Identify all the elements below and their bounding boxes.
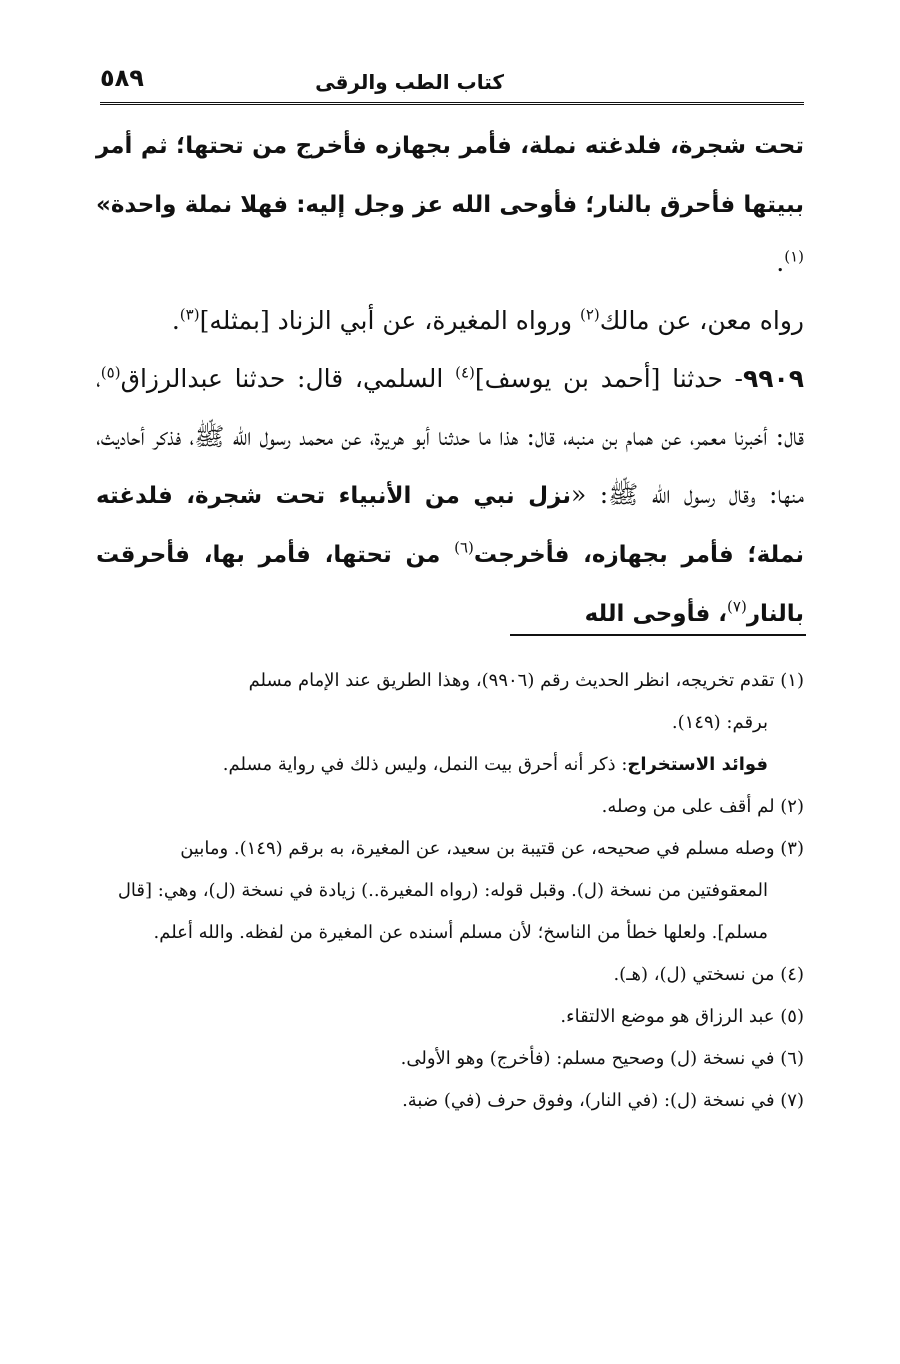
hadith-text: ببيتها فأحرق بالنار؛ فأوحى الله عز وجل إليه: فهلا نملة واحدة»: [96, 192, 804, 218]
footnote-1: (١) تقدم تخريجه، انظر الحديث رقم (٩٩٠٦)، وهذا الطريق عند الإمام مسلم: [248, 670, 804, 691]
chain-text: ، قال: أخبرنا معمر، عن همام بن منبه، قال: هذا ما حدثنا أبو هريرة، عن محمد رسول الله ﷺ، فذكر أحاديث، منها: وقال رسول الله ﷺ: «: [96, 364, 805, 509]
chapter-title: كتاب الطب والرقى: [315, 70, 504, 94]
footnotes: [90, 660, 804, 1122]
footnote-ref: (٦): [454, 538, 474, 557]
page-number: ٥٨٩: [100, 64, 144, 92]
hadith-text: ، فأوحى الله: [584, 601, 728, 627]
footnote-7: (٧) في نسخة (ل): (في النار)، وفوق حرف (في) ضبة.: [402, 1090, 804, 1111]
benefit-text: : ذكر أنه أحرق بيت النمل، وليس ذلك في رواية مسلم.: [222, 754, 628, 775]
footnote-2: (٢) لم أقف على من وصله.: [601, 796, 804, 817]
footnote-ref: (٢): [579, 305, 600, 324]
paragraph-3: [96, 350, 804, 643]
footnote-ref: (٥): [100, 363, 121, 382]
footnote-6: (٦) في نسخة (ل) وصحيح مسلم: (فأخرج) وهو الأولى.: [400, 1048, 804, 1069]
hadith-text: من تحتها، فأمر بها، فأحرقت بالنار: [96, 542, 804, 627]
narration-text: رواه معن، عن مالك: [599, 306, 804, 335]
footnote-3: (٣) وصله مسلم في صحيحه، عن قتيبة بن سعيد، عن المغيرة، به برقم (١٤٩). ومابين: [180, 838, 804, 859]
hadith-number: ٩٩٠٩: [742, 364, 804, 393]
footnote-1-continued: برقم: (١٤٩).: [671, 712, 768, 733]
running-header: [100, 62, 804, 105]
paragraph-2: رواه معن، عن مالك$^{(٢)}$ ورواه المغيرة، عن أبي الزناد [بمثله]$^{(٣)}$.: [171, 305, 804, 335]
footnote-ref: (٣): [179, 305, 200, 324]
hadith-text: تحت شجرة، فلدغته نملة، فأمر بجهازه فأخرج من تحتها؛ ثم أمر: [96, 133, 804, 159]
footnote-4: (٤) من نسختي (ل)، (هـ).: [613, 964, 804, 985]
footnote-ref: (١): [784, 247, 804, 266]
benefit-label: فوائد الاستخراج: [627, 754, 768, 775]
paragraph-1: تحت شجرة، فلدغته نملة، فأمر بجهازه فأخرج من تحتها؛ ثم أمر ببيتها فأحرق بالنار؛ فأوحى الله عز وجل إليه: فهلا نملة واحدة» $^{(١)}$.: [96, 133, 804, 277]
narration-text: ورواه المغيرة، عن أبي الزناد [بمثله]: [199, 306, 580, 335]
footnote-3-continued: مسلم]. ولعلها خطأ من الناسخ؛ لأن مسلم أسنده عن المغيرة من لفظه. والله أعلم.: [153, 922, 768, 943]
footnote-ref: (٤): [455, 363, 475, 382]
chain-text: - حدثنا [أحمد بن يوسف]: [474, 364, 743, 393]
footnote-1-benefit: [90, 744, 804, 786]
footnote-3-continued: المعقوفتين من نسخة (ل). وقبل قوله: (رواه المغيرة..) زيادة في نسخة (ل)، وهي: [قال: [117, 880, 768, 901]
footnote-ref: (٧): [727, 597, 747, 616]
chain-text: السلمي، قال: حدثنا عبدالرزاق: [120, 364, 456, 393]
hadith-text: نزل نبي من الأنبياء تحت شجرة، فلدغته نملة؛ فأمر بجهازه، فأخرجت: [96, 483, 804, 568]
main-text: [96, 116, 804, 643]
footnote-divider: [510, 634, 806, 636]
footnote-5: (٥) عبد الرزاق هو موضع الالتقاء.: [560, 1006, 804, 1027]
